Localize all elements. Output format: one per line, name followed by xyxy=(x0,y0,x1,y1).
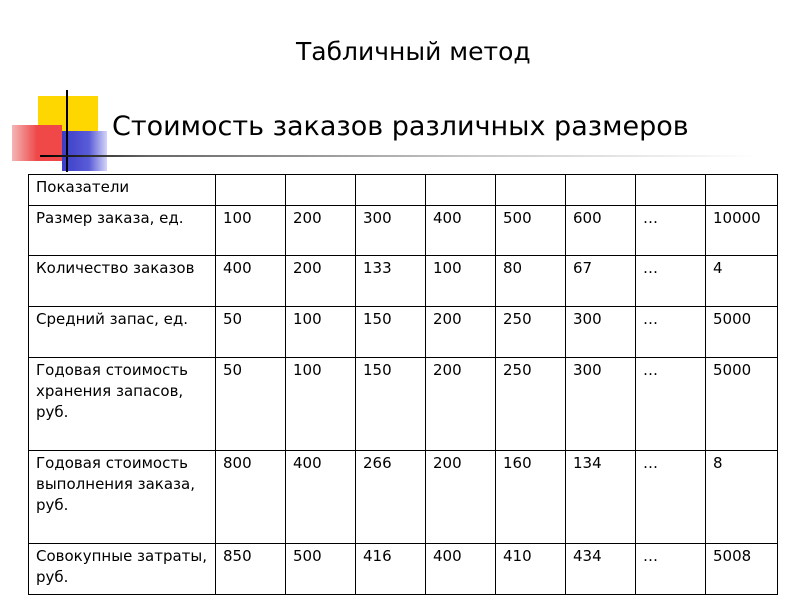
row-label: Годовая стоимость выполнения заказа, руб. xyxy=(29,451,216,544)
table-cell: 800 xyxy=(216,451,286,544)
table-cell: 5008 xyxy=(706,544,778,595)
red-square xyxy=(12,125,62,161)
table-cell: 8 xyxy=(706,451,778,544)
table-cell: 500 xyxy=(286,544,356,595)
header-cell xyxy=(356,175,426,206)
decorative-squares xyxy=(0,0,800,180)
table-row xyxy=(29,206,778,256)
row-label: Размер заказа, ед. xyxy=(29,206,216,256)
table-cell: 100 xyxy=(286,358,356,451)
header-cell xyxy=(706,175,778,206)
table-cell: 10000 xyxy=(706,206,778,256)
slide-title: Стоимость заказов различных размеров xyxy=(112,111,689,142)
table-cell: 50 xyxy=(216,307,286,358)
table-cell: 150 xyxy=(356,358,426,451)
table-cell: 416 xyxy=(356,544,426,595)
row-label: Совокупные затраты, руб. xyxy=(29,544,216,595)
table-cell: … xyxy=(636,206,706,256)
row-label: Средний запас, ед. xyxy=(29,307,216,358)
header-cell xyxy=(286,175,356,206)
table-cell: 133 xyxy=(356,256,426,307)
row-label: Количество заказов xyxy=(29,256,216,307)
table-cell: 410 xyxy=(496,544,566,595)
header-cell xyxy=(566,175,636,206)
table-cell: 100 xyxy=(286,307,356,358)
table-cell: … xyxy=(636,358,706,451)
header-cell xyxy=(636,175,706,206)
vertical-rule xyxy=(66,90,68,172)
table-row xyxy=(29,358,778,451)
table-cell: 500 xyxy=(496,206,566,256)
yellow-square xyxy=(38,96,98,156)
table-cell: 200 xyxy=(426,307,496,358)
table-cell: 150 xyxy=(356,307,426,358)
table-cell: 400 xyxy=(216,256,286,307)
table-cell: 100 xyxy=(426,256,496,307)
table-cell: 300 xyxy=(566,358,636,451)
table-cell: 300 xyxy=(566,307,636,358)
table-row xyxy=(29,451,778,544)
table-cell: 160 xyxy=(496,451,566,544)
table-cell: 134 xyxy=(566,451,636,544)
table-cell: 400 xyxy=(426,544,496,595)
table-header-row xyxy=(29,175,778,206)
table-cell: 200 xyxy=(426,358,496,451)
table-cell: 400 xyxy=(286,451,356,544)
table-cell: 300 xyxy=(356,206,426,256)
table-cell: 400 xyxy=(426,206,496,256)
table-cell: … xyxy=(636,307,706,358)
table-cell: … xyxy=(636,451,706,544)
header-cell xyxy=(496,175,566,206)
slide-heading: Табличный метод xyxy=(296,37,531,66)
table-cell: 600 xyxy=(566,206,636,256)
table-cell: 200 xyxy=(426,451,496,544)
table-cell: 434 xyxy=(566,544,636,595)
blue-square xyxy=(62,131,107,171)
header-cell xyxy=(216,175,286,206)
table-cell: … xyxy=(636,256,706,307)
row-label: Годовая стоимость хранения запасов, руб. xyxy=(29,358,216,451)
table-cell: 4 xyxy=(706,256,778,307)
table-cell: 250 xyxy=(496,358,566,451)
table-cell: 5000 xyxy=(706,358,778,451)
table-cell: 67 xyxy=(566,256,636,307)
order-cost-table xyxy=(28,174,778,595)
table-row xyxy=(29,256,778,307)
header-cell-indicators: Показатели xyxy=(29,175,216,206)
table-cell: 50 xyxy=(216,358,286,451)
header-cell xyxy=(426,175,496,206)
table-row xyxy=(29,307,778,358)
horizontal-rule xyxy=(40,155,760,157)
table-cell: … xyxy=(636,544,706,595)
table-row xyxy=(29,544,778,595)
table-cell: 266 xyxy=(356,451,426,544)
table-cell: 850 xyxy=(216,544,286,595)
table-cell: 5000 xyxy=(706,307,778,358)
table-cell: 100 xyxy=(216,206,286,256)
table-cell: 200 xyxy=(286,256,356,307)
table-cell: 80 xyxy=(496,256,566,307)
table-cell: 250 xyxy=(496,307,566,358)
table-cell: 200 xyxy=(286,206,356,256)
